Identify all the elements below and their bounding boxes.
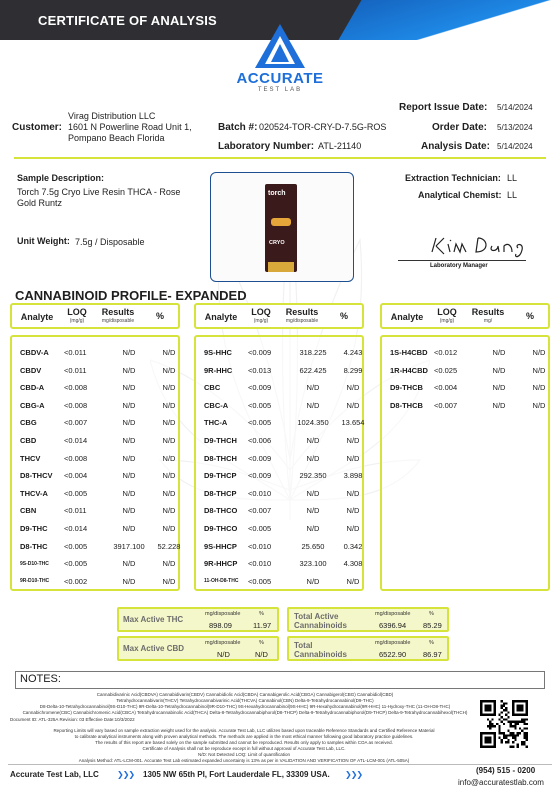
total-active-unit: mg/disposable — [375, 611, 411, 617]
batch-label: Batch #: — [218, 122, 258, 133]
customer-name: Virag Distribution LLC — [68, 111, 156, 121]
col-pct: % — [525, 311, 534, 321]
result-cell: 318.225 — [299, 348, 327, 357]
loq-cell: <0.025 — [434, 365, 458, 375]
table-row — [390, 363, 552, 378]
signature-line — [398, 260, 526, 261]
result-cell: N/D — [122, 576, 136, 586]
pct-cell: N/D — [346, 488, 360, 498]
pct-cell: N/D — [162, 471, 176, 481]
pct-cell: N/D — [162, 488, 176, 498]
table1-header — [10, 303, 180, 329]
tech-initials: LL — [507, 173, 518, 183]
analyte-cell: D8-THCO — [204, 506, 238, 516]
table-row — [390, 345, 552, 360]
result-cell: N/D — [306, 383, 320, 393]
max-cbd-label: Max Active CBD — [123, 644, 185, 653]
table-row — [204, 363, 366, 378]
table-row — [204, 380, 366, 395]
total-unit: mg/disposable — [375, 640, 411, 646]
max-cbd-box — [117, 636, 279, 661]
total-label-1: Total — [294, 641, 313, 650]
col-analyte: Analyte — [20, 312, 54, 322]
pct-cell: N/D — [346, 383, 360, 393]
qr-code-icon[interactable] — [480, 700, 528, 748]
abbreviation-line-4: Cannabichromene(CBC) Cannabichromenic Acid(CBCA) Tetrahydrocannabinolic Acid(THCA) Delta-8-Tetrahydrocannabiphorol(D8-THCP) Delta-9-Tetrahydrocannabiphorol(D9-THCP) Delta-9-Tetrahydrocannabihexol(THCH) — [22, 710, 468, 715]
pct-cell: 13.654 — [341, 418, 365, 428]
logo-subtitle: TEST LAB — [257, 87, 303, 93]
result-cell: N/D — [492, 400, 506, 410]
table2-body — [194, 335, 364, 591]
analysis-date-label: Analysis Date: — [421, 141, 490, 152]
result-cell: N/D — [122, 383, 136, 393]
customer-label: Customer: — [12, 122, 63, 133]
table-row — [20, 486, 182, 501]
result-cell: N/D — [122, 524, 136, 533]
disclaimer-line-5: N/D: Not Detected LOQ: Limit of quantification — [197, 752, 291, 757]
max-thc-value: 898.09 — [209, 621, 232, 630]
divider-rule — [14, 157, 546, 159]
pct-cell: N/D — [346, 400, 360, 410]
order-date: 5/13/2024 — [497, 123, 533, 132]
loq-cell: <0.011 — [64, 348, 87, 357]
result-cell: N/D — [122, 506, 136, 516]
document-title: CERTIFICATE OF ANALYSIS — [38, 13, 217, 28]
unit-weight: 7.5g / Disposable — [75, 237, 145, 247]
pct-cell: 3.898 — [343, 471, 363, 481]
table2-header — [194, 303, 364, 329]
max-cbd-unit: mg/disposable — [205, 640, 241, 646]
analyte-cell: CBG — [20, 418, 37, 428]
table-row — [204, 539, 366, 554]
table-row — [390, 380, 552, 395]
col-loq: LOQ — [251, 307, 271, 317]
total-active-label-2: Cannabinoids — [294, 621, 347, 630]
pct-cell: 0.342 — [343, 541, 363, 551]
analyte-cell: D8-THCV — [20, 471, 53, 481]
loq-cell: <0.008 — [64, 400, 88, 410]
result-cell: N/D — [122, 348, 136, 357]
customer-address-1: 1601 N Powerline Road Unit 1, — [68, 122, 192, 132]
analyte-cell: 9R-HHC — [204, 365, 233, 375]
product-cap — [268, 262, 294, 272]
result-cell: N/D — [306, 400, 320, 410]
loq-cell: <0.005 — [248, 400, 272, 410]
loq-cell: <0.005 — [64, 541, 88, 551]
loq-cell: <0.009 — [248, 348, 272, 357]
report-issue-date: 5/14/2024 — [497, 103, 533, 112]
result-cell: N/D — [306, 506, 320, 516]
col-results-unit: mg/disposable — [101, 318, 135, 324]
result-cell: N/D — [492, 365, 506, 375]
table-row — [20, 433, 182, 448]
result-cell: N/D — [492, 348, 506, 357]
loq-cell: <0.005 — [248, 418, 272, 428]
analyte-cell: THCV — [20, 453, 41, 463]
lab-number: ATL-21140 — [318, 141, 362, 151]
result-cell: 292.350 — [299, 471, 327, 481]
result-cell: N/D — [306, 488, 320, 498]
chevron-icon: ❯❯❯ — [345, 770, 363, 779]
analysis-date: 5/14/2024 — [497, 142, 533, 151]
table-row — [20, 451, 182, 466]
table-row — [20, 503, 182, 518]
product-brand: torch — [268, 190, 286, 197]
col-analyte: Analyte — [204, 312, 238, 322]
table-row — [204, 574, 366, 589]
pct-cell: N/D — [162, 365, 176, 375]
result-cell: N/D — [122, 453, 136, 463]
loq-cell: <0.009 — [248, 383, 272, 393]
pct-cell: N/D — [162, 506, 176, 516]
analyte-cell: 9R-D10-THC — [20, 578, 50, 585]
sample-description-line-1: Torch 7.5g Cryo Live Resin THCA - Rose — [17, 187, 181, 197]
report-issue-label: Report Issue Date: — [399, 102, 488, 113]
total-active-box — [287, 607, 449, 632]
result-cell: N/D — [122, 365, 136, 375]
analyte-cell: 9S-HHCP — [204, 541, 237, 551]
col-analyte: Analyte — [390, 312, 424, 322]
max-thc-pct-unit: % — [259, 611, 264, 617]
pct-cell: N/D — [162, 559, 176, 569]
loq-cell: <0.005 — [248, 576, 272, 586]
analyte-cell: D8-THCH — [204, 453, 237, 463]
pct-cell: 4.308 — [343, 559, 363, 569]
loq-cell: <0.008 — [64, 453, 88, 463]
loq-cell: <0.010 — [248, 541, 272, 551]
table3-header — [380, 303, 550, 329]
total-pct: 86.97 — [423, 650, 442, 659]
analyte-cell: CBG-A — [20, 400, 45, 410]
disclaimer-line-2: to calibrate analytical instruments along with proven analytical methods. The methods are applied in the most ethical manner following good laboratory practice guidelines. — [74, 734, 414, 739]
pct-cell: N/D — [532, 348, 546, 357]
analyte-cell: 1S-H4CBD — [390, 348, 428, 357]
footer-email[interactable]: info@accuratestlab.com — [458, 778, 544, 787]
result-cell: N/D — [122, 559, 136, 569]
document-id: Document ID: ATL-325A Revision: 03 Effective Date:10/3/2022 — [10, 717, 135, 722]
table-row — [20, 574, 182, 589]
loq-cell: <0.010 — [248, 559, 272, 569]
order-date-label: Order Date: — [432, 122, 488, 133]
pct-cell: N/D — [532, 365, 546, 375]
analyte-cell: D9-THCB — [390, 383, 423, 393]
table-row — [390, 398, 552, 413]
pct-cell: N/D — [162, 383, 176, 393]
footer-address: 1305 NW 65th Pl, Fort Lauderdale FL, 33309 USA. — [143, 770, 330, 779]
table-row — [204, 433, 366, 448]
profile-title: CANNABINOID PROFILE- EXPANDED — [15, 288, 247, 303]
pct-cell: 4.243 — [343, 348, 363, 357]
result-cell: N/D — [122, 400, 136, 410]
table-row — [204, 415, 366, 430]
result-cell: N/D — [306, 524, 320, 533]
loq-cell: <0.013 — [248, 365, 272, 375]
col-loq: LOQ — [437, 307, 457, 317]
col-loq: LOQ — [67, 307, 87, 317]
analyte-cell: CBD-A — [20, 383, 45, 393]
max-thc-box — [117, 607, 279, 632]
chemist-label: Analytical Chemist: — [418, 190, 502, 200]
col-loq-unit: (mg/g) — [69, 318, 85, 324]
pct-cell: N/D — [532, 383, 546, 393]
table-row — [20, 380, 182, 395]
analyte-cell: 11-OH-D8-THC — [204, 578, 239, 585]
logo-name: ACCURATE — [236, 70, 324, 87]
analyte-cell: D9-THC — [20, 524, 48, 533]
loq-cell: <0.004 — [64, 471, 88, 481]
analyte-cell: D8-THC — [20, 541, 48, 551]
max-cbd-pct: N/D — [255, 650, 268, 659]
abbreviation-line-3: D8-Delta-10-Tetrahydrocannabinol(9S-D10-THC) 9R-Delta-10-Tetrahydrocannabinol(9R-D10-THC) 9S-Hexahydrocannabinol(9S-HHC) 9R-Hexahydrocannabinol(9R-HHC) 11-Hydroxy-THC (11-OH-D8-THC) — [39, 704, 451, 709]
col-results: Results — [471, 307, 505, 317]
result-cell: 25.650 — [301, 541, 325, 551]
result-cell: 1024.350 — [297, 418, 329, 428]
table-row — [20, 363, 182, 378]
lab-number-label: Laboratory Number: — [218, 141, 315, 152]
result-cell: 323.100 — [299, 559, 327, 569]
result-cell: N/D — [122, 418, 136, 428]
table3-body — [380, 335, 550, 591]
pct-cell: N/D — [162, 418, 176, 428]
disclaimer-line-4: Certificate of Analysis shall not be reproduce except in full without approval of Accurate Test Lab, LLC. — [142, 746, 346, 751]
footer-phone: (954) 515 - 0200 — [476, 766, 536, 775]
pct-cell: N/D — [162, 576, 176, 586]
pct-cell: N/D — [346, 576, 360, 586]
total-active-value: 6396.94 — [379, 621, 407, 630]
analyte-cell: D8-THCP — [204, 488, 237, 498]
product-sub: CRYO — [269, 240, 285, 246]
table-row — [204, 521, 366, 536]
manager-label: Laboratory Manager — [430, 263, 488, 269]
loq-cell: <0.010 — [248, 488, 272, 498]
chemist-initials: LL — [507, 190, 518, 200]
result-cell: 622.425 — [299, 365, 327, 375]
col-results: Results — [285, 307, 319, 317]
pct-cell: N/D — [162, 453, 176, 463]
table-row — [204, 398, 366, 413]
total-pct-unit: % — [429, 640, 434, 646]
analyte-cell: THC-A — [204, 418, 228, 428]
loq-cell: <0.012 — [434, 348, 458, 357]
loq-cell: <0.005 — [64, 559, 88, 569]
batch-number: 020524-TOR-CRY-D-7.5G-ROS — [259, 122, 387, 132]
col-results: Results — [101, 307, 135, 317]
analyte-cell: 9S-D10-THC — [20, 560, 49, 567]
max-cbd-value: N/D — [217, 650, 230, 659]
table-row — [204, 556, 366, 571]
analyte-cell: D9-THCO — [204, 524, 238, 533]
analyte-cell: CBC — [204, 383, 221, 393]
chevron-icon: ❯❯❯ — [117, 770, 135, 779]
total-cannabinoids-box — [287, 636, 449, 661]
table-row — [20, 345, 182, 360]
loq-cell: <0.014 — [64, 524, 88, 533]
loq-cell: <0.009 — [248, 471, 272, 481]
pct-cell: N/D — [346, 524, 360, 533]
disclaimer-line-3: The results of this report are based solely on the sample submitted and cannot be reproduced. Results only apply to samples within COA as received. — [95, 740, 393, 745]
col-results-unit: mg/disposable — [285, 318, 319, 324]
loq-cell: <0.014 — [64, 436, 88, 445]
disclaimer-line-1: Reporting Limits will vary based on sample extraction weight used for the analysis. Accurate Test Lab, LLC utilizes based upon traceable Reference Standards and Certified Reference Material — [53, 728, 435, 733]
result-cell: N/D — [306, 453, 320, 463]
pct-cell: N/D — [346, 453, 360, 463]
max-thc-pct: 11.97 — [253, 621, 272, 630]
pct-cell: 8.299 — [343, 365, 363, 375]
col-results-unit: mg/ — [483, 318, 493, 324]
tech-label: Extraction Technician: — [405, 173, 501, 183]
abbreviation-line-2: Tetrahydrocannabivarin(THCV) Tetrahydrocannabivarinic Acid(THCVA) Cannabinol(CBN) Delta-9-Tetrahydrocannabinol(D9-THC) — [116, 698, 374, 703]
abbreviation-line-1: Cannabidivarinic Acid(CBDVA) Cannabidivarin(CBDV) Cannabidiolic Acid(CBDA) Cannabigerolic Acid(CBGA) Cannabigerol(CBG) Cannabidiol(CBD) — [96, 692, 394, 697]
table-row — [204, 345, 366, 360]
analyte-cell: THCV-A — [20, 488, 48, 498]
unit-weight-label: Unit Weight: — [17, 236, 70, 246]
table-row — [20, 398, 182, 413]
analyte-cell: CBC-A — [204, 400, 229, 410]
loq-cell: <0.011 — [64, 506, 87, 516]
table-row — [204, 486, 366, 501]
col-pct: % — [339, 311, 348, 321]
analyte-cell: D8-THCB — [390, 400, 423, 410]
footer-company: Accurate Test Lab, LLC — [10, 770, 99, 779]
customer-address-2: Pompano Beach Florida — [68, 133, 165, 143]
pct-cell: N/D — [162, 524, 176, 533]
pct-cell: 52.228 — [157, 541, 181, 551]
pct-cell: N/D — [162, 400, 176, 410]
max-cbd-pct-unit: % — [259, 640, 264, 646]
analyte-cell: CBDV — [20, 365, 42, 375]
loq-cell: <0.002 — [64, 576, 88, 586]
analyte-cell: CBN — [20, 506, 37, 516]
table-row — [20, 521, 182, 536]
loq-cell: <0.007 — [434, 400, 458, 410]
analyte-cell: 1R-H4CBD — [390, 365, 428, 375]
total-active-label-1: Total Active — [294, 612, 339, 621]
table-row — [204, 468, 366, 483]
notes-label: NOTES: — [20, 673, 61, 685]
loq-cell: <0.004 — [434, 383, 458, 393]
table-row — [20, 415, 182, 430]
table-row — [20, 468, 182, 483]
sample-description-line-2: Gold Runtz — [17, 198, 63, 208]
loq-cell: <0.011 — [64, 365, 87, 375]
accurate-logo-icon — [253, 22, 307, 70]
loq-cell: <0.009 — [248, 453, 272, 463]
total-active-pct-unit: % — [429, 611, 434, 617]
total-label-2: Cannabinoids — [294, 650, 347, 659]
analyte-cell: CBD — [20, 436, 37, 445]
table-row — [204, 503, 366, 518]
max-thc-label: Max Active THC — [123, 615, 184, 624]
pct-cell: N/D — [346, 506, 360, 516]
analyte-cell: 9S-HHC — [204, 348, 232, 357]
analyte-cell: D9-THCH — [204, 436, 237, 445]
analyte-cell: CBDV-A — [20, 348, 49, 357]
result-cell: 3917.100 — [113, 541, 145, 551]
pct-cell: N/D — [346, 436, 360, 445]
loq-cell: <0.006 — [248, 436, 272, 445]
table1-body — [10, 335, 180, 591]
col-loq-unit: (mg/g) — [253, 318, 269, 324]
loq-cell: <0.007 — [64, 418, 88, 428]
loq-cell: <0.005 — [248, 524, 272, 533]
result-cell: N/D — [122, 488, 136, 498]
sample-product-image — [265, 184, 297, 272]
manager-signature — [428, 232, 538, 260]
pct-cell: N/D — [162, 436, 176, 445]
loq-cell: <0.007 — [248, 506, 272, 516]
sample-description-label: Sample Description: — [17, 173, 105, 183]
result-cell: N/D — [122, 471, 136, 481]
analyte-cell: D9-THCP — [204, 471, 237, 481]
total-active-pct: 85.29 — [423, 621, 442, 630]
pct-cell: N/D — [532, 400, 546, 410]
analyte-cell: 9R-HHCP — [204, 559, 238, 569]
result-cell: N/D — [122, 436, 136, 445]
result-cell: N/D — [306, 576, 320, 586]
total-value: 6522.90 — [379, 650, 407, 659]
disclaimer-line-6: Analysis Method: ATL-LCM-001. Accurate Test Lab estimated expanded uncertainty is 13% as per in VALIDATION AND VERIFICATION OF ATL-LCM-001 (ATL-505A) — [78, 758, 410, 763]
col-loq-unit: (mg/g) — [439, 318, 455, 324]
notes-box — [15, 671, 545, 689]
table-row — [204, 451, 366, 466]
result-cell: N/D — [306, 436, 320, 445]
loq-cell: <0.005 — [64, 488, 88, 498]
pct-cell: N/D — [162, 348, 176, 357]
col-pct: % — [155, 311, 164, 321]
footer-rule — [8, 764, 552, 765]
table-row — [20, 556, 182, 571]
result-cell: N/D — [492, 383, 506, 393]
max-thc-unit: mg/disposable — [205, 611, 241, 617]
loq-cell: <0.008 — [64, 383, 88, 393]
table-row — [20, 539, 182, 554]
